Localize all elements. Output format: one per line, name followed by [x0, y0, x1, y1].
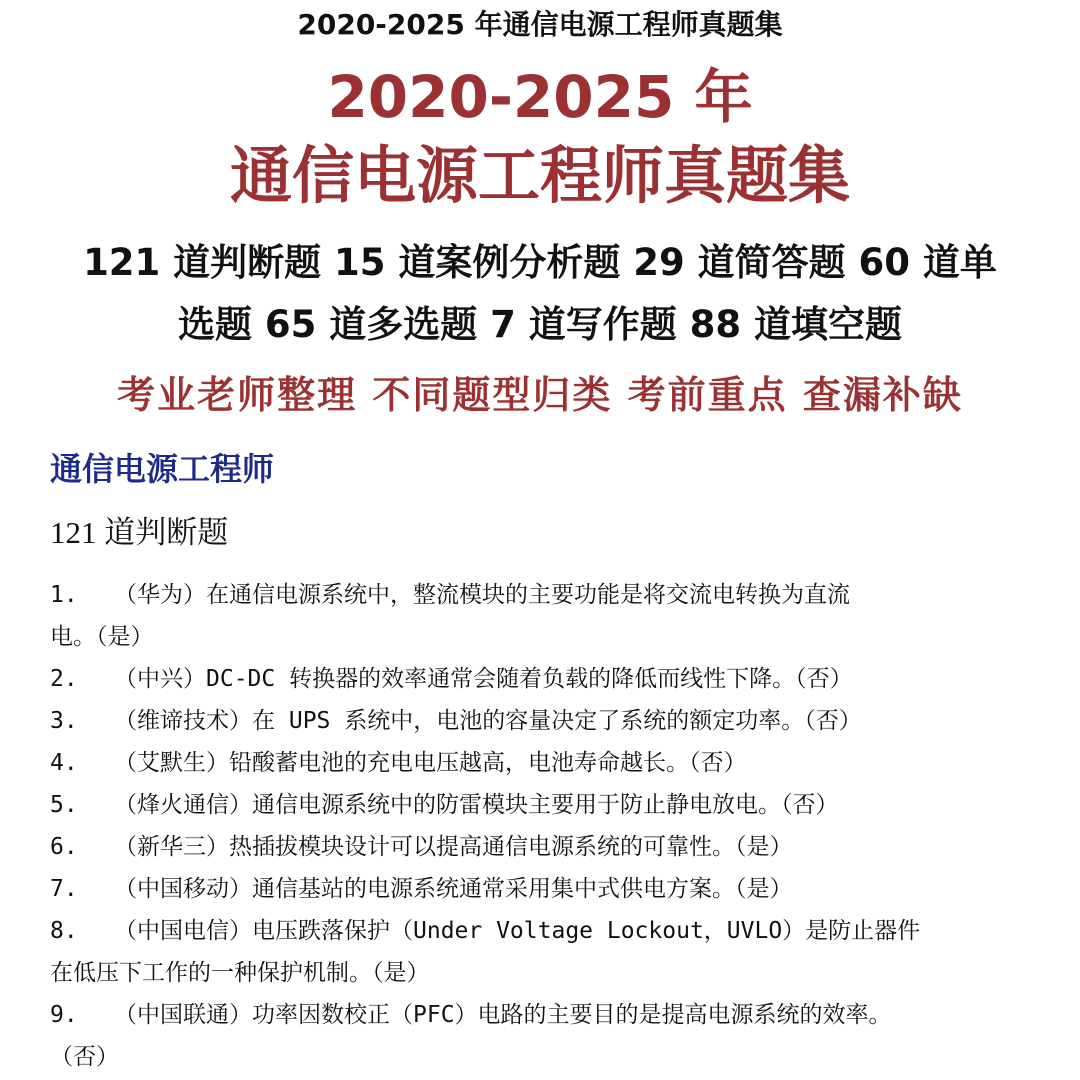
question-text: （维谛技术）在 UPS 系统中，电池的容量决定了系统的额定功率。（否） [114, 708, 862, 734]
question-text: （中国电信）电压跌落保护（Under Voltage Lockout，UVLO）是防止器件 [114, 918, 921, 944]
question-item-1-continuation [50, 616, 1050, 658]
question-text: （中国移动）通信基站的电源系统通常采用集中式供电方案。（是） [114, 876, 793, 902]
question-text: （华为）在通信电源系统中，整流模块的主要功能是将交流电转换为直流 [114, 582, 850, 608]
question-counts-line-2: 选题 65 道多选题 7 道写作题 88 道填空题 [177, 303, 902, 346]
question-item-2 [50, 658, 1050, 700]
question-text: （烽火通信）通信电源系统中的防雷模块主要用于防止静电放电。（否） [114, 792, 839, 818]
question-item-9 [50, 994, 1050, 1036]
question-number: 6. [50, 834, 78, 860]
slogan: 考业老师整理 不同题型归类 考前重点 查漏补缺 [117, 372, 963, 417]
question-number: 5. [50, 792, 78, 818]
question-number: 3. [50, 708, 78, 734]
section-heading: 通信电源工程师 [50, 450, 275, 488]
question-number: 7. [50, 876, 78, 902]
question-item-6 [50, 826, 1050, 868]
page-top-title: 2020-2025 年通信电源工程师真题集 [297, 8, 783, 41]
question-number: 8. [50, 918, 78, 944]
question-text: （艾默生）铅酸蓄电池的充电电压越高，电池寿命越长。（否） [114, 750, 747, 776]
question-text-continuation: （否） [50, 1044, 119, 1070]
question-text-continuation: 在低压下工作的一种保护机制。（是） [50, 960, 430, 986]
sub-heading: 121 道判断题 [50, 515, 229, 550]
question-text: （中国联通）功率因数校正（PFC）电路的主要目的是提高电源系统的效率。 [114, 1002, 892, 1028]
question-item-5 [50, 784, 1050, 826]
question-item-8 [50, 910, 1050, 952]
question-item-1 [50, 574, 1050, 616]
question-counts-line-1: 121 道判断题 15 道案例分析题 29 道简答题 60 道单 [83, 241, 997, 284]
question-item-8-continuation [50, 952, 1050, 994]
question-number: 9. [50, 1002, 78, 1028]
hero-title-name: 通信电源工程师真题集 [229, 139, 850, 212]
question-item-7 [50, 868, 1050, 910]
question-list [50, 574, 1050, 1078]
hero-title-year: 2020-2025 年 [327, 63, 753, 131]
question-number: 4. [50, 750, 78, 776]
question-text: （新华三）热插拔模块设计可以提高通信电源系统的可靠性。（是） [114, 834, 793, 860]
question-number: 2. [50, 666, 78, 692]
question-number: 1. [50, 582, 78, 608]
question-text: （中兴）DC-DC 转换器的效率通常会随着负载的降低而线性下降。（否） [114, 666, 853, 692]
question-item-3 [50, 700, 1050, 742]
question-text-continuation: 电。（是） [50, 624, 154, 650]
question-item-4 [50, 742, 1050, 784]
question-item-9-continuation [50, 1036, 1050, 1078]
